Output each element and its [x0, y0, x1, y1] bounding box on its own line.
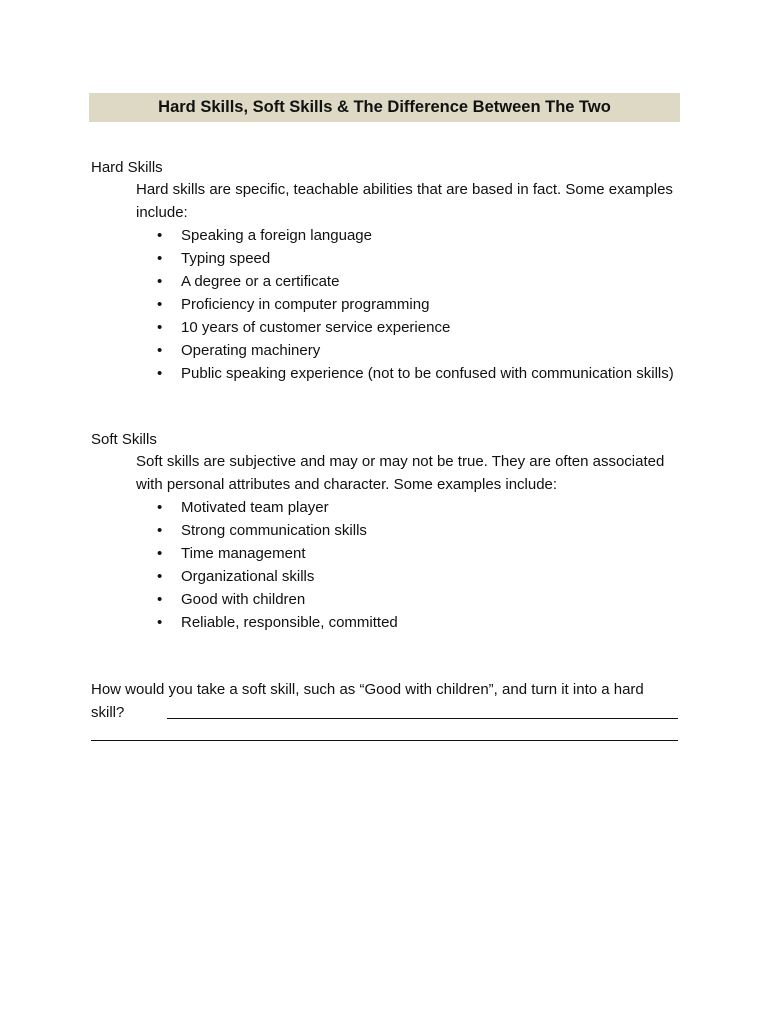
soft-skills-list	[136, 496, 684, 634]
list-item: • Operating machinery	[136, 339, 684, 362]
list-item: • Good with children	[136, 588, 684, 611]
list-item: • 10 years of customer service experience	[136, 316, 684, 339]
answer-line[interactable]	[91, 740, 678, 741]
soft-skills-description: Soft skills are subjective and may or may not be true. They are often associated with personal attributes and character. Some examples include:	[136, 453, 665, 493]
list-item: • Motivated team player	[136, 496, 684, 519]
list-item: • Public speaking experience (not to be confused with communication skills)	[136, 362, 684, 385]
list-item: • A degree or a certificate	[136, 270, 684, 293]
list-item: • Reliable, responsible, committed	[136, 611, 684, 634]
title-bar	[89, 93, 680, 122]
page-title: Hard Skills, Soft Skills & The Difference Between The Two	[158, 98, 611, 116]
list-item: • Typing speed	[136, 247, 684, 270]
question-text: How would you take a soft skill, such as “Good with children”, and turn it into a hard skill?	[91, 681, 644, 721]
hard-skills-heading: Hard Skills	[91, 159, 163, 176]
list-item: • Strong communication skills	[136, 519, 684, 542]
list-item: • Speaking a foreign language	[136, 224, 684, 247]
hard-skills-description: Hard skills are specific, teachable abilities that are based in fact. Some examples include:	[136, 181, 673, 221]
soft-skills-heading: Soft Skills	[91, 431, 157, 448]
hard-skills-list	[136, 224, 684, 385]
list-item: • Organizational skills	[136, 565, 684, 588]
list-item: • Time management	[136, 542, 684, 565]
list-item: • Proficiency in computer programming	[136, 293, 684, 316]
answer-line[interactable]	[167, 718, 678, 719]
